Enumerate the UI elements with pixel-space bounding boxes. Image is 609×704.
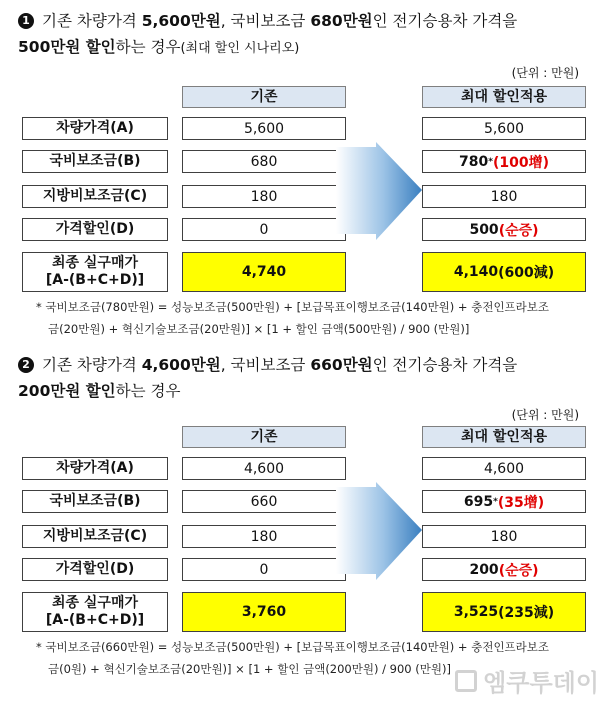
watermark: 엠쿠투데이 (455, 663, 599, 698)
section2-footnote: * 국비보조금(660만원) = 성능보조금(500만원) + [보급목표이행보조금(140만원) + 충전인프라보조 금(0원) + 혁신기술보조금(20만원)] × [1 + 할인 금액(200만원) / 900 (만원)] (36, 640, 549, 676)
section2-row-after: 695 * (35增) (422, 490, 586, 513)
section2-row-before: 4,600 (182, 457, 346, 480)
section1-final-after: 4,140 (600減) (422, 252, 586, 292)
right-arrow-icon (336, 482, 422, 582)
section1-row-before: 680 (182, 150, 346, 173)
section1-heading-line2: 500만원 할인하는 경우(최대 할인 시나리오) (18, 38, 300, 56)
section2-row-label: 지방비보조금(C) (22, 525, 168, 548)
section2-row-after: 4,600 (422, 457, 586, 480)
section2-row-before: 660 (182, 490, 346, 513)
section1-header-before: 기존 (182, 86, 346, 108)
section2-number-badge: 2 (18, 357, 34, 373)
section2-header-before: 기존 (182, 426, 346, 448)
right-arrow-icon (336, 142, 422, 242)
logo-icon (455, 670, 477, 692)
section2-header-after: 최대 할인적용 (422, 426, 586, 448)
section2-row-label: 가격할인(D) (22, 558, 168, 581)
section1-heading (18, 8, 603, 62)
section2-final-before: 3,760 (182, 592, 346, 632)
section2-row-before: 180 (182, 525, 346, 548)
section1-row-label: 국비보조금(B) (22, 150, 168, 173)
section1-row-after: 180 (422, 185, 586, 208)
section1-row-label: 지방비보조금(C) (22, 185, 168, 208)
section2-heading-line1: 2 기존 차량가격 4,600만원, 국비보조금 660만원인 전기승용차 가격을 (18, 352, 603, 378)
section2-row-label: 차량가격(A) (22, 457, 168, 480)
section1-heading-line1: 1 기존 차량가격 5,600만원, 국비보조금 680만원인 전기승용차 가격을 (18, 8, 603, 34)
section2-heading (18, 352, 603, 404)
section2-row-after: 180 (422, 525, 586, 548)
section2-row-label: 국비보조금(B) (22, 490, 168, 513)
section1-footnote: * 국비보조금(780만원) = 성능보조금(500만원) + [보급목표이행보조금(140만원) + 충전인프라보조 금(20만원) + 혁신기술보조금(20만원)] × [1 + 할인 금액(500만원) / 900 (만원)] (36, 300, 549, 336)
section2-heading-line2: 200만원 할인하는 경우 (18, 382, 181, 400)
section2-final-after: 3,525 (235減) (422, 592, 586, 632)
section1-row-label: 차량가격(A) (22, 117, 168, 140)
section1-row-label: 가격할인(D) (22, 218, 168, 241)
section1-row-after: 780 * (100增) (422, 150, 586, 173)
section1-header-after: 최대 할인적용 (422, 86, 586, 108)
section2-unit: (단위 : 만원) (511, 408, 579, 422)
section2-final-label: 최종 실구매가 [A-(B+C+D)] (22, 592, 168, 632)
section1-row-after: 500 (순증) (422, 218, 586, 241)
section1-number-badge: 1 (18, 13, 34, 29)
section2-row-before: 0 (182, 558, 346, 581)
section1-row-before: 0 (182, 218, 346, 241)
section1-row-before: 180 (182, 185, 346, 208)
section1-row-before: 5,600 (182, 117, 346, 140)
section1-final-label: 최종 실구매가 [A-(B+C+D)] (22, 252, 168, 292)
section1-row-after: 5,600 (422, 117, 586, 140)
section1-unit: (단위 : 만원) (511, 66, 579, 80)
section2-row-after: 200 (순증) (422, 558, 586, 581)
section1-final-before: 4,740 (182, 252, 346, 292)
